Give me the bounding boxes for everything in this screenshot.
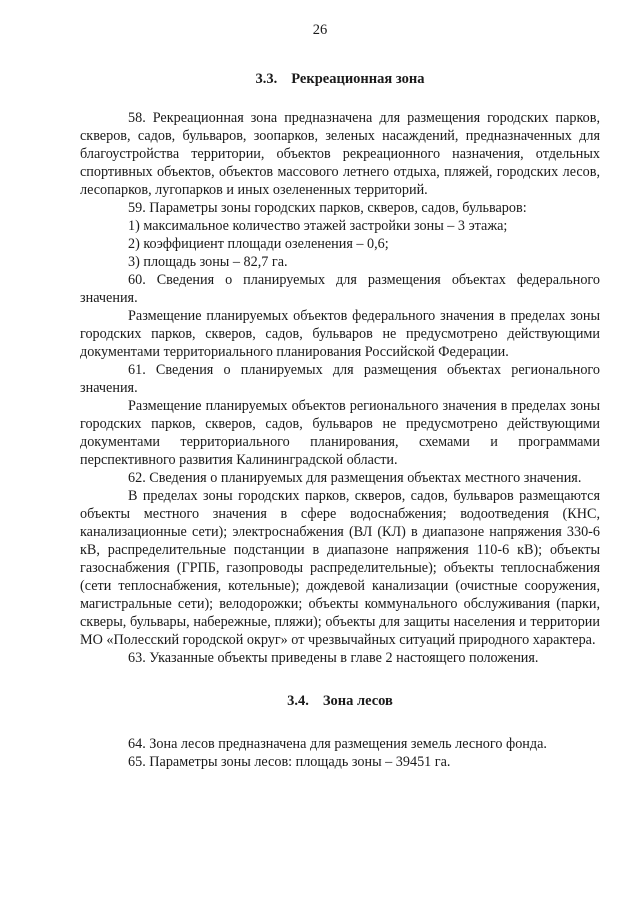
section-heading-3-4 xyxy=(80,692,600,710)
paragraph-60: 60. Сведения о планируемых для размещения объектах федерального значения. xyxy=(80,272,600,306)
paragraph-61: 61. Сведения о планируемых для размещения объектах регионального значения. xyxy=(80,362,600,396)
page-number: 26 xyxy=(312,22,328,38)
section-title: Рекреационная зона xyxy=(291,71,425,87)
list-item-greening: 2) коэффициент площади озеленения – 0,6; xyxy=(128,236,389,252)
section-heading-3-3 xyxy=(80,70,600,88)
list-item-floors: 1) максимальное количество этажей застройки зоны – 3 этажа; xyxy=(128,218,508,234)
document-body xyxy=(80,70,600,771)
section-number: 3.3. xyxy=(255,71,278,87)
paragraph-local-objects: В пределах зоны городских парков, скверов, садов, бульваров размещаются объекты местного значения в сфере водоснабжения; водоотведения (КНС, канализационные сети); электроснабжения (ВЛ (КЛ) в диапазоне напряжения 330-6 кВ, распределительные подстанции в диапазоне напряжения 110-6 кВ); объекты газоснабжения (ГРПБ, газопроводы распределительные); объекты теплоснабжения (сети теплоснабжения, котельные); дождевой канализации (очистные сооружения, магистральные сети); велодорожки; объекты коммунального обслуживания (парки, скверы, бульвары, набережные, пляжи); объекты для защиты населения и территории МО «Полесский городской округ» от чрезвычайных ситуаций природного характера. xyxy=(80,488,600,648)
paragraph-federal-objects: Размещение планируемых объектов федерального значения в пределах зоны городских парков, скверов, садов, бульваров не предусмотрено действующими документами территориального планирования Российской Федерации. xyxy=(80,308,600,360)
paragraph-58: 58. Рекреационная зона предназначена для размещения городских парков, скверов, садов, бульваров, зоопарков, зеленых насаждений, предназначенных для благоустройства территории, объектов рекреационного назначения, отдельных спортивных объектов, объектов массового летнего отдыха, пляжей, городских лесов, лесопарков, лугопарков и иных озелененных территорий. xyxy=(80,110,600,198)
list-item-area: 3) площадь зоны – 82,7 га. xyxy=(128,254,288,270)
paragraph-63: 63. Указанные объекты приведены в главе 2 настоящего положения. xyxy=(128,650,539,666)
section-number: 3.4. xyxy=(287,693,309,709)
paragraph-regional-objects: Размещение планируемых объектов регионального значения в пределах зоны городских парков, скверов, садов, бульваров не предусмотрено действующими документами территориального планирования, схемами и программами перспективного развития Калининградской области. xyxy=(80,398,600,468)
paragraph-62: 62. Сведения о планируемых для размещения объектах местного значения. xyxy=(128,470,582,486)
paragraph-64: 64. Зона лесов предназначена для размещения земель лесного фонда. xyxy=(128,736,547,752)
paragraph-59: 59. Параметры зоны городских парков, скверов, садов, бульваров: xyxy=(128,200,527,216)
paragraph-65: 65. Параметры зоны лесов: площадь зоны – 39451 га. xyxy=(128,754,451,770)
section-title: Зона лесов xyxy=(322,693,393,709)
